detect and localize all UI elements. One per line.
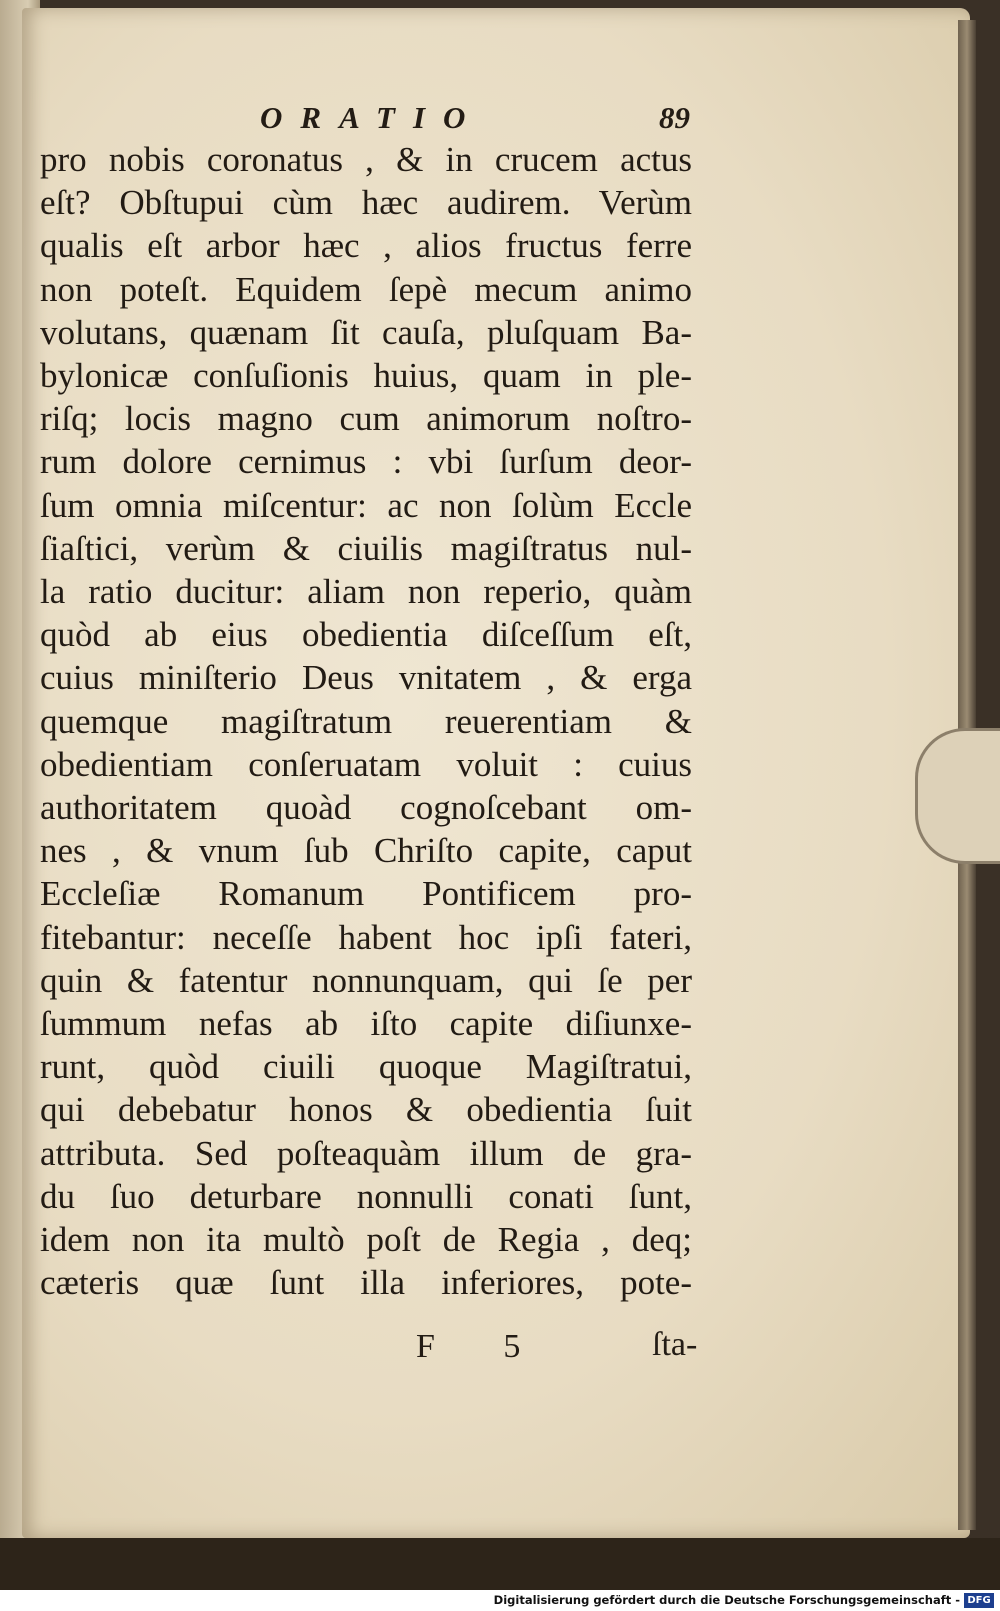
text-line: cæteris quæ ſunt illa inferiores, pote- (40, 1263, 692, 1303)
text-line: du ſuo deturbare nonnulli conati ſunt, (40, 1176, 692, 1216)
text-line: attributa. Sed poſteaquàm illum de gra- (40, 1133, 692, 1173)
text-line: runt, quòd ciuili quoque Magiſtratui, (40, 1047, 692, 1087)
text-line: qui debebatur honos & obedientia ſuit (40, 1090, 692, 1130)
footer-credit: Digitalisierung gefördert durch die Deutsche Forschungsgemeinschaft - (493, 1593, 960, 1607)
text-line: Eccleſiæ Romanum Pontificem pro- (40, 874, 692, 914)
running-head-title: ORATIO (260, 100, 484, 135)
dfg-logo: DFG (964, 1593, 994, 1608)
text-line: fitebantur: neceſſe habent hoc ipſi fateri, (40, 917, 692, 957)
text-line: qualis eſt arbor hæc , alios fructus ferre (40, 226, 692, 266)
running-head (40, 100, 690, 140)
text-line: pro nobis coronatus , & in crucem actus (40, 140, 692, 179)
text-line: la ratio ducitur: aliam non reperio, quàm (40, 572, 692, 612)
text-line: ſum omnia miſcentur: ac non ſolùm Eccle (40, 485, 692, 525)
signature-mark: F 5 (416, 1328, 551, 1365)
book-clasp (915, 728, 1000, 864)
text-line: nes , & vnum ſub Chriſto capite, caput (40, 831, 692, 871)
text-line: quòd ab eius obedientia diſceſſum eſt, (40, 615, 692, 655)
catchword: ſta- (652, 1326, 698, 1363)
text-line: authoritatem quoàd cognoſcebant om- (40, 788, 692, 828)
text-line: riſq; locis magno cum animorum noſtro- (40, 399, 692, 439)
scan-bottom-band (0, 1538, 1000, 1590)
footer-bar (0, 1590, 1000, 1611)
text-line: ſummum nefas ab iſto capite diſiunxe- (40, 1004, 692, 1044)
text-line: quemque magiſtratum reuerentiam & (40, 701, 692, 741)
text-line: volutans, quænam ſit cauſa, pluſquam Ba- (40, 312, 692, 352)
body-text (40, 138, 692, 1304)
text-line: obedientiam conſeruatam voluit : cuius (40, 744, 692, 784)
text-line: quin & fatentur nonnunquam, qui ſe per (40, 960, 692, 1000)
page-number: 89 (659, 100, 690, 135)
text-line: non poteſt. Equidem ſepè mecum animo (40, 269, 692, 309)
text-line: idem non ita multò poſt de Regia , deq; (40, 1220, 692, 1260)
text-line: rum dolore cernimus : vbi ſurſum deor- (40, 442, 692, 482)
text-line: bylonicæ conſuſionis huius, quam in ple- (40, 356, 692, 396)
text-line: eſt? Obſtupui cùm hæc audirem. Verùm (40, 183, 692, 223)
text-line: cuius miniſterio Deus vnitatem , & erga (40, 658, 692, 698)
text-line: ſiaſtici, verùm & ciuilis magiſtratus nul- (40, 528, 692, 568)
